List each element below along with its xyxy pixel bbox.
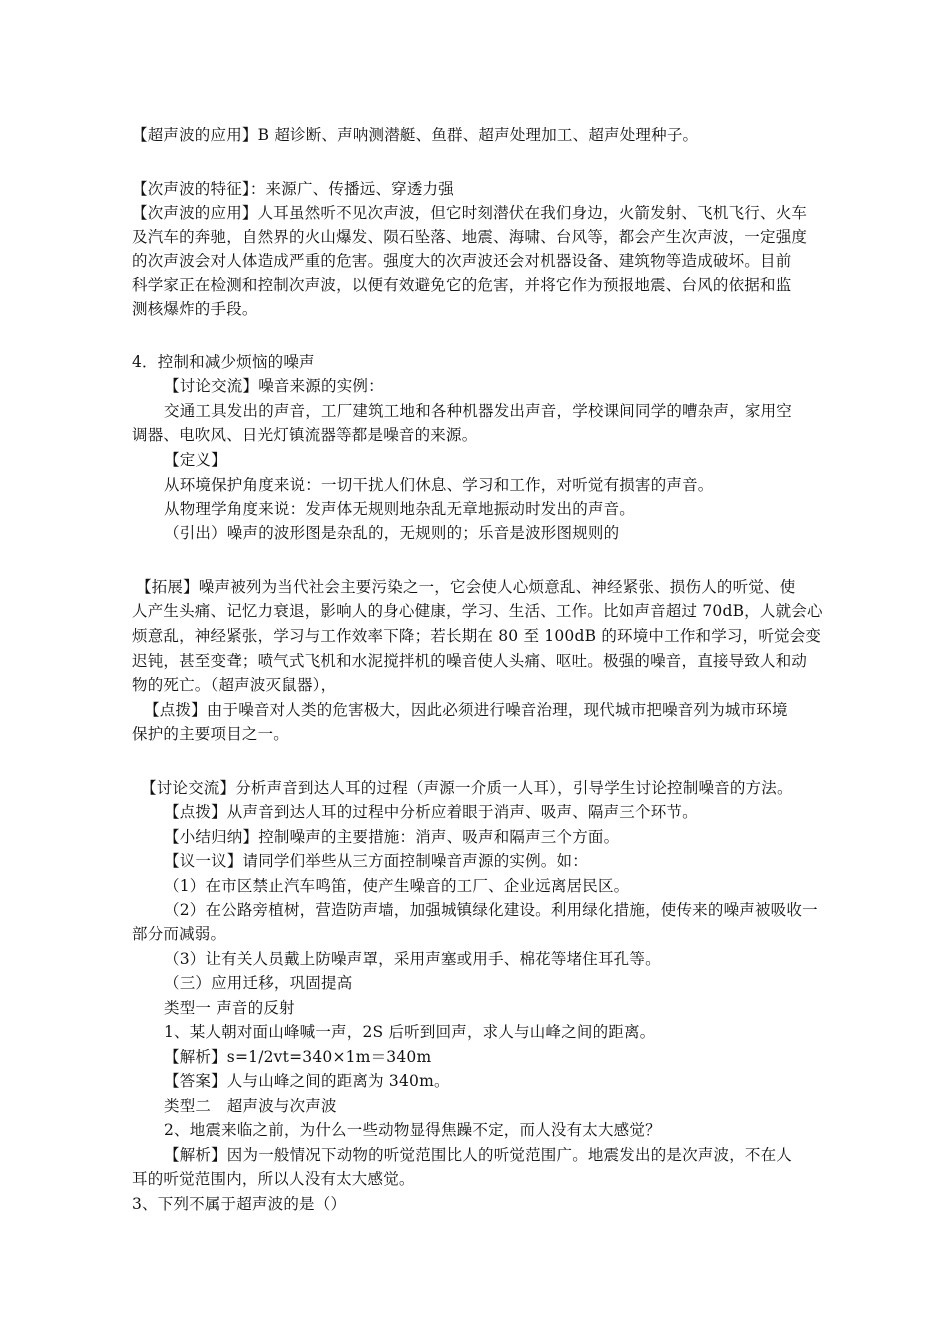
text-line: 【拓展】噪声被列为当代社会主要污染之一，它会使人心烦意乱、神经紧张、损伤人的听觉、使 [136,578,796,596]
text-line: 2、地震来临之前，为什么一些动物显得焦躁不定，而人没有太大感觉？ [164,1121,661,1139]
text-line: 【讨论交流】噪音来源的实例： [164,377,384,395]
text-line: 的次声波会对人体造成严重的危害。强度大的次声波还会对机器设备、建筑物等造成破坏。目前 [132,252,792,270]
text-line: 物的死亡。（超声波灭鼠器）， [132,676,337,694]
text-line: 【定义】 [164,451,227,469]
text-line: 迟钝，甚至变聋；喷气式飞机和水泥搅拌机的噪音使人头痛、呕吐。极强的噪音，直接导致人和动 [132,652,808,670]
text-line: 科学家正在检测和控制次声波，以便有效避免它的危害，并将它作为预报地震、台风的依据和监 [132,276,792,294]
text-line: 交通工具发出的声音，工厂建筑工地和各种机器发出声音，学校课间同学的嘈杂声，家用空 [164,402,793,420]
text-line: （2）在公路旁植树，营造防声墙，加强城镇绿化建设。利用绿化措施，使传来的噪声被吸收一 [164,901,818,919]
text-line: 类型二 超声波与次声波 [164,1097,337,1115]
text-line: 【解析】因为一般情况下动物的听觉范围比人的听觉范围广。地震发出的是次声波，不在人 [164,1146,793,1164]
text-line: 烦意乱，神经紧张，学习与工作效率下降；若长期在 80 至 100dB 的环境中工作和学习，听觉会变 [132,627,822,645]
text-line: 【讨论交流】分析声音到达人耳的过程（声源一介质一人耳），引导学生讨论控制噪音的方法。 [141,779,793,797]
text-line: 及汽车的奔驰，自然界的火山爆发、陨石坠落、地震、海啸、台风等，都会产生次声波，一定强度 [132,228,808,246]
text-line: 保护的主要项目之一。 [132,725,290,743]
text-line: 【点拨】由于噪音对人类的危害极大，因此必须进行噪音治理，现代城市把噪音列为城市环境 [144,701,788,719]
text-line: （引出）噪声的波形图是杂乱的，无规则的；乐音是波形图规则的 [164,524,620,542]
text-line: （1）在市区禁止汽车鸣笛，使产生噪音的工厂、企业远离居民区。 [164,877,630,895]
text-line: 【议一议】请同学们举些从三方面控制噪音声源的实例。如： [164,852,588,870]
text-line: 【点拨】从声音到达人耳的过程中分析应着眼于消声、吸声、隔声三个环节。 [164,803,698,821]
text-line: 【超声波的应用】B 超诊断、声呐测潜艇、鱼群、超声处理加工、超声处理种子。 [132,126,699,144]
text-line: 【次声波的应用】人耳虽然听不见次声波，但它时刻潜伏在我们身边，火箭发射、飞机飞行、火车 [132,204,808,222]
text-line: 【次声波的特征】：来源广、传播远、穿透力强 [132,180,454,198]
text-line: 3、下列不属于超声波的是（） [132,1195,347,1213]
text-line: 【答案】人与山峰之间的距离为 340m。 [164,1072,450,1090]
text-line: 人产生头痛、记忆力衰退，影响人的身心健康，学习、生活、工作。比如声音超过 70dB，人就会心 [132,602,823,620]
text-line: 从环境保护角度来说：一切干扰人们休息、学习和工作，对听觉有损害的声音。 [164,476,714,494]
text-line: 耳的听觉范围内，所以人没有太大感觉。 [132,1170,415,1188]
text-line: 从物理学角度来说：发声体无规则地杂乱无章地振动时发出的声音。 [164,500,636,518]
text-line: （三）应用迁移，巩固提高 [164,974,353,992]
text-line: 1、某人朝对面山峰喊一声，2S 后听到回声，求人与山峰之间的距离。 [164,1023,656,1041]
text-line: 测核爆炸的手段。 [132,300,258,318]
section-heading: 4．控制和减少烦恼的噪声 [132,353,315,371]
text-line: 【解析】s=1/2vt=340×1m＝340m [164,1048,432,1066]
text-line: 【小结归纳】控制噪声的主要措施：消声、吸声和隔声三个方面。 [164,828,620,846]
text-line: 部分而减弱。 [132,925,227,943]
text-line: （3）让有关人员戴上防噪声罩，采用声塞或用手、棉花等堵住耳孔等。 [164,950,661,968]
text-line: 调器、电吹风、日光灯镇流器等都是噪音的来源。 [132,426,478,444]
text-line: 类型一 声音的反射 [164,999,295,1017]
